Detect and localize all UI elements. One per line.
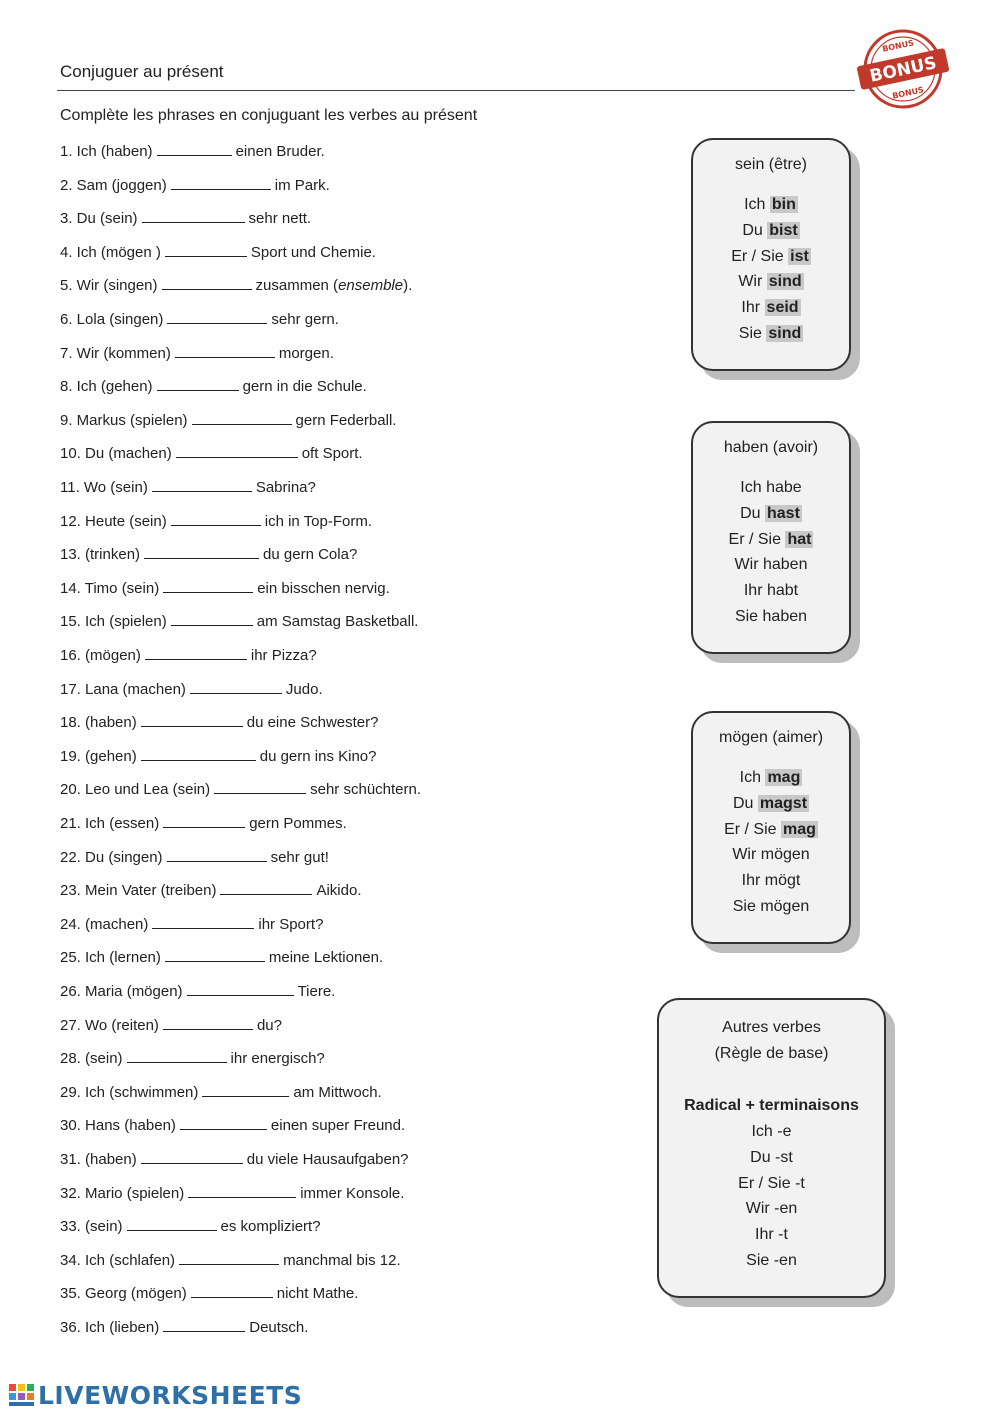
exercise-line [60, 1049, 325, 1069]
conjugation-row [693, 501, 849, 527]
answer-blank[interactable] [152, 915, 254, 929]
exercise-continuation: immer Konsole. [300, 1184, 405, 1202]
answer-blank[interactable] [187, 982, 294, 996]
exercise-line [60, 377, 367, 397]
rule-row: Ich -e [751, 1123, 792, 1140]
exercise-prompt: 10. Du (machen) [60, 445, 172, 463]
exercise-prompt: 14. Timo (sein) [60, 579, 160, 597]
stamp-text: BONUS [868, 53, 939, 87]
verb-form: mag [767, 769, 801, 786]
exercise-prompt: 36. Ich (lieben) [60, 1319, 160, 1336]
exercise-continuation: oft Sport. [301, 445, 363, 463]
exercise-line [60, 512, 372, 532]
exercise-prompt: 2. Sam (joggen) [60, 176, 167, 194]
header-divider [57, 90, 855, 91]
exercise-line [60, 612, 418, 632]
exercise-continuation: zusammen ( [255, 277, 339, 295]
exercise-continuation: sehr gut! [270, 848, 329, 866]
answer-blank[interactable] [141, 747, 256, 761]
exercise-line [60, 780, 421, 800]
card-title: sein (être) [734, 156, 808, 173]
rule-row: Er / Sie -t [738, 1174, 805, 1192]
conjugation-row [693, 578, 849, 604]
conjugation-row [693, 868, 849, 894]
exercise-continuation: meine Lektionen. [268, 949, 384, 967]
verb-form: sind [768, 324, 802, 342]
exercise-continuation: ihr Sport? [258, 915, 324, 933]
exercise-continuation: ihr Pizza? [250, 647, 317, 664]
conjugation-row [693, 244, 849, 270]
answer-blank[interactable] [188, 1184, 296, 1198]
exercise-line [60, 646, 317, 666]
exercise-prompt: 33. (sein) [60, 1218, 123, 1236]
answer-blank[interactable] [180, 1116, 267, 1130]
exercise-continuation: nicht Mathe. [276, 1285, 359, 1303]
exercise-continuation: Deutsch. [249, 1319, 309, 1336]
verb-form: haben [762, 607, 808, 625]
exercise-continuation: sehr nett. [248, 210, 312, 228]
exercise-line [60, 713, 378, 733]
conjugation-row [693, 218, 849, 244]
exercise-prompt: 13. (trinken) [60, 546, 141, 564]
verb-form: mögen [760, 897, 810, 915]
answer-blank[interactable] [142, 209, 245, 223]
answer-blank[interactable] [202, 1083, 289, 1097]
exercise-prompt: 27. Wo (reiten) [60, 1016, 159, 1034]
exercise-prompt: 15. Ich (spielen) [60, 613, 167, 631]
exercise-continuation: du gern Cola? [263, 546, 358, 564]
exercise-line [60, 747, 376, 767]
exercise-line [60, 1284, 358, 1304]
conjugation-row [693, 604, 849, 630]
exercise-continuation: es kompliziert? [220, 1218, 321, 1236]
exercise-continuation-end: ). [403, 277, 413, 295]
conjugation-row [693, 475, 849, 501]
conjugation-row [693, 192, 849, 218]
exercise-line [60, 1217, 321, 1237]
pronoun: Ihr [741, 299, 761, 317]
card-haben [691, 421, 851, 654]
answer-blank[interactable] [141, 1150, 243, 1164]
exercise-line [60, 209, 311, 229]
exercise-prompt: 4. Ich (mögen ) [60, 243, 161, 261]
exercise-prompt: 9. Markus (spielen) [60, 411, 188, 429]
exercise-line [60, 1150, 409, 1170]
conjugation-row [693, 269, 849, 295]
exercise-line [60, 1251, 401, 1271]
answer-blank[interactable] [163, 1318, 245, 1332]
rule-row: Du -st [750, 1148, 793, 1166]
pronoun: Ihr [743, 582, 763, 600]
exercise-continuation: gern Federball. [295, 411, 397, 429]
exercise-continuation: ich in Top-Form. [264, 512, 372, 530]
answer-blank[interactable] [179, 1251, 279, 1265]
exercise-line [60, 881, 362, 901]
exercise-prompt: 1. Ich (haben) [60, 143, 153, 160]
pronoun: Sie [738, 324, 762, 342]
exercise-continuation: im Park. [274, 176, 330, 194]
exercise-prompt: 18. (haben) [60, 714, 137, 732]
answer-blank[interactable] [176, 444, 298, 458]
answer-blank[interactable] [144, 545, 259, 559]
pronoun: Ich [744, 196, 766, 213]
answer-blank[interactable] [157, 142, 232, 156]
conjugation-row [693, 817, 849, 843]
exercise-continuation: Aikido. [316, 882, 362, 900]
answer-blank[interactable] [145, 646, 247, 660]
verb-form: magst [759, 794, 808, 812]
exercise-continuation: Tiere. [297, 983, 336, 1000]
pronoun: Du [732, 794, 754, 812]
exercise-line [60, 478, 316, 498]
conjugation-row [693, 842, 849, 868]
exercise-prompt: 21. Ich (essen) [60, 815, 160, 832]
exercise-line [60, 545, 357, 565]
exercise-continuation: du? [256, 1016, 282, 1034]
verb-form: mag [783, 820, 816, 838]
pronoun: Er / Sie [728, 530, 781, 548]
exercise-continuation: Sabrina? [255, 479, 316, 496]
answer-blank[interactable] [214, 780, 306, 794]
exercise-line [60, 142, 325, 162]
exercise-continuation: manchmal bis 12. [283, 1251, 401, 1269]
exercise-prompt: 11. Wo (sein) [60, 479, 148, 496]
stamp-small-text-bottom: BONUS [891, 85, 925, 101]
exercise-continuation: du gern ins Kino? [259, 747, 377, 765]
answer-blank[interactable] [191, 1284, 273, 1298]
answer-blank[interactable] [152, 478, 252, 492]
exercise-continuation: ein bisschen nervig. [257, 579, 390, 597]
answer-blank[interactable] [157, 377, 239, 391]
liveworksheets-logo-icon [8, 1382, 36, 1408]
pronoun: Wir [738, 273, 763, 291]
exercise-line [60, 1116, 405, 1136]
card-title: haben (avoir) [723, 439, 819, 456]
exercise-line [60, 411, 396, 431]
answer-blank[interactable] [162, 276, 252, 290]
verb-form: mögt [764, 872, 801, 890]
answer-blank[interactable] [127, 1049, 227, 1063]
answer-blank[interactable] [165, 948, 265, 962]
verb-form: hast [767, 504, 800, 522]
exercise-prompt: 30. Hans (haben) [60, 1117, 176, 1135]
rule-row: Wir -en [745, 1200, 798, 1218]
verb-form: mögen [760, 846, 810, 864]
bonus-stamp [854, 28, 952, 110]
verb-form: ist [790, 247, 809, 265]
answer-blank[interactable] [192, 411, 292, 425]
exercise-prompt: 3. Du (sein) [60, 210, 138, 228]
rule-title: Radical + terminaisons [684, 1097, 859, 1114]
pronoun: Ich [740, 479, 762, 496]
pronoun: Ihr [741, 872, 761, 890]
exercise-prompt: 25. Ich (lernen) [60, 949, 161, 967]
exercise-prompt: 23. Mein Vater (treiben) [60, 882, 217, 900]
exercise-line [60, 982, 335, 1002]
verb-form: haben [762, 556, 808, 574]
exercise-continuation: sehr schüchtern. [310, 781, 422, 799]
pronoun: Er / Sie [724, 820, 777, 838]
exercise-prompt: 19. (gehen) [60, 747, 137, 765]
card-title: mögen (aimer) [718, 729, 824, 746]
verb-form: habe [766, 479, 802, 496]
answer-blank[interactable] [163, 814, 245, 828]
footer-logo [8, 1380, 302, 1410]
exercise-continuation: du eine Schwester? [246, 714, 379, 732]
exercise-line [60, 1318, 308, 1338]
verb-form: bist [769, 221, 798, 239]
exercise-line [60, 1184, 404, 1204]
exercise-prompt: 24. (machen) [60, 915, 149, 933]
exercise-prompt: 22. Du (singen) [60, 848, 163, 866]
exercise-line [60, 915, 323, 935]
exercise-line [60, 344, 334, 364]
pronoun: Du [742, 221, 763, 239]
exercise-continuation: am Samstag Basketball. [256, 613, 419, 631]
exercise-prompt: 35. Georg (mögen) [60, 1285, 187, 1303]
exercise-prompt: 17. Lana (machen) [60, 680, 186, 698]
answer-blank[interactable] [175, 344, 275, 358]
pronoun: Sie [732, 897, 756, 915]
exercise-continuation: einen super Freund. [270, 1117, 406, 1135]
answer-blank[interactable] [165, 243, 247, 257]
answer-blank[interactable] [171, 176, 271, 190]
pronoun: Du [740, 504, 761, 522]
exercise-prompt: 20. Leo und Lea (sein) [60, 781, 211, 799]
answer-blank[interactable] [167, 310, 267, 324]
rule-row: Ihr -t [755, 1226, 788, 1244]
card-moegen [691, 711, 851, 944]
exercise-line [60, 680, 323, 700]
pronoun: Wir [734, 556, 759, 574]
verb-form: habt [766, 582, 799, 600]
exercise-continuation: ihr energisch? [230, 1050, 325, 1068]
instructions: Complète les phrases en conjuguant les verbes au présent [60, 107, 478, 124]
exercise-line [60, 814, 347, 834]
exercise-continuation: gern in die Schule. [242, 378, 367, 396]
conjugation-row [693, 527, 849, 553]
answer-blank[interactable] [127, 1217, 217, 1231]
exercise-continuation: du viele Hausaufgaben? [246, 1151, 409, 1168]
verb-form: bin [771, 196, 796, 213]
verb-form: sind [768, 273, 802, 291]
pronoun: Sie [734, 607, 759, 625]
exercise-prompt: 34. Ich (schlafen) [60, 1251, 176, 1269]
exercise-continuation: am Mittwoch. [293, 1083, 382, 1101]
conjugation-row [693, 791, 849, 817]
exercise-prompt: 8. Ich (gehen) [60, 378, 153, 396]
card-sein [691, 138, 851, 371]
exercise-line [60, 243, 376, 263]
exercise-prompt: 29. Ich (schwimmen) [60, 1083, 199, 1101]
pronoun: Er / Sie [731, 247, 784, 265]
exercise-line [60, 1016, 282, 1036]
exercise-line [60, 848, 329, 868]
answer-blank[interactable] [171, 612, 253, 626]
exercise-line [60, 1083, 382, 1103]
conjugation-row [693, 295, 849, 321]
exercise-prompt: 28. (sein) [60, 1050, 123, 1068]
rule-card-title-line2: (Règle de base) [714, 1045, 829, 1062]
logo-text: LIVEWORKSHEETS [38, 1380, 303, 1410]
exercise-prompt: 7. Wir (kommen) [60, 344, 171, 362]
exercise-prompt: 12. Heute (sein) [60, 512, 167, 530]
exercise-prompt: 6. Lola (singen) [60, 311, 164, 328]
exercise-continuation: gern Pommes. [249, 815, 347, 832]
exercise-translation: ensemble [338, 277, 404, 295]
page-title: Conjuguer au présent [60, 62, 224, 81]
exercise-prompt: 16. (mögen) [60, 647, 141, 664]
exercise-line [60, 444, 363, 464]
exercise-line [60, 310, 339, 330]
exercise-continuation: sehr gern. [271, 311, 339, 328]
exercise-line [60, 948, 383, 968]
answer-blank[interactable] [171, 512, 261, 526]
exercise-continuation: einen Bruder. [235, 143, 325, 160]
conjugation-row [693, 894, 849, 920]
exercise-line [60, 276, 412, 296]
exercise-prompt: 32. Mario (spielen) [60, 1184, 185, 1202]
answer-blank[interactable] [220, 881, 312, 895]
answer-blank[interactable] [163, 579, 253, 593]
exercise-prompt: 26. Maria (mögen) [60, 983, 183, 1000]
exercise-prompt: 5. Wir (singen) [60, 277, 158, 295]
answer-blank[interactable] [190, 680, 282, 694]
conjugation-row [693, 765, 849, 791]
exercise-line [60, 176, 330, 196]
answer-blank[interactable] [141, 713, 243, 727]
stamp-small-text-top: BONUS [881, 38, 915, 54]
conjugation-row [693, 321, 849, 347]
pronoun: Wir [732, 846, 757, 864]
conjugation-row [693, 552, 849, 578]
answer-blank[interactable] [163, 1016, 253, 1030]
verb-form: hat [787, 530, 812, 548]
exercise-continuation: Judo. [285, 680, 323, 698]
rule-card-title-line1: Autres verbes [722, 1019, 821, 1036]
exercise-continuation: morgen. [278, 344, 334, 362]
pronoun: Ich [739, 769, 761, 786]
verb-form: seid [766, 299, 799, 317]
exercise-continuation: Sport und Chemie. [250, 243, 376, 261]
rule-row: Sie -en [746, 1251, 797, 1269]
exercise-prompt: 31. (haben) [60, 1151, 137, 1168]
card-rule [657, 998, 886, 1298]
exercise-line [60, 579, 390, 599]
answer-blank[interactable] [167, 848, 267, 862]
